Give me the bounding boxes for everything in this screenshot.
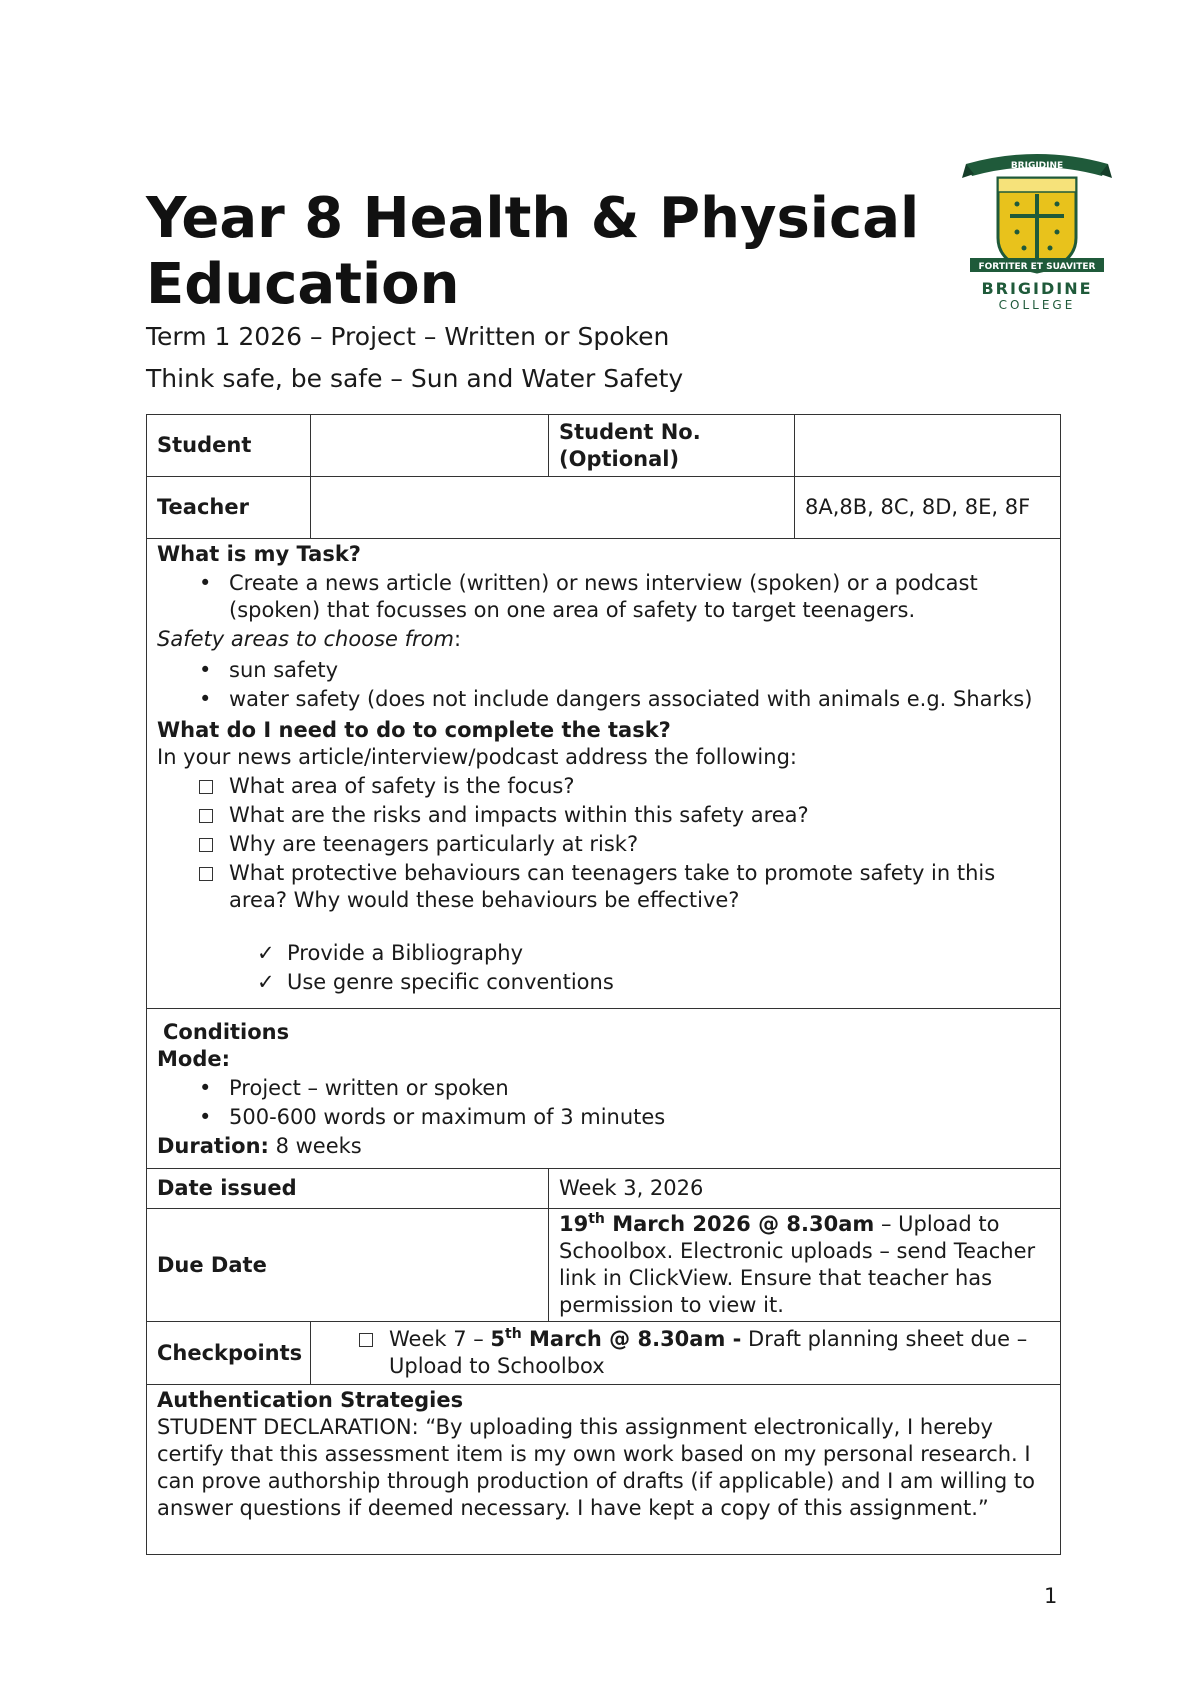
list-item — [257, 969, 1050, 996]
due-date-label: Due Date — [147, 1209, 549, 1322]
student-declaration: STUDENT DECLARATION: “By uploading this assignment electronically, I hereby certify that this assessment item is my own work based on my personal research. I can prove authorship through production of drafts (if applicable) and I am willing to answer questions if deemed necessary. I have kept a copy of this assignment.” — [157, 1415, 1035, 1520]
duration-value: 8 weeks — [268, 1134, 362, 1158]
logo-motto: FORTITER ET SUAVITER — [978, 262, 1096, 272]
checkpoint-day: 5 — [490, 1327, 506, 1351]
duration-label: Duration: — [157, 1134, 269, 1158]
student-no-label: Student No. (Optional) — [549, 415, 795, 477]
checkpoints-row — [147, 1322, 1061, 1385]
duration-line — [157, 1133, 1050, 1160]
due-date-time: March 2026 @ 8.30am — [604, 1212, 875, 1236]
list-item — [199, 831, 1050, 858]
question-text: What are the risks and impacts within this safety area? — [229, 803, 809, 827]
term-subtitle: Term 1 2026 – Project – Written or Spoken — [146, 322, 670, 351]
document-title: Year 8 Health & Physical Education — [146, 186, 920, 317]
task-heading: What is my Task? — [157, 542, 361, 566]
list-item — [199, 657, 1050, 684]
authentication-row — [147, 1385, 1061, 1555]
logo-banner-text: BRIGIDINE — [1010, 161, 1064, 171]
complete-heading: What do I need to do to complete the task? — [157, 718, 671, 742]
task-cell — [147, 539, 1061, 1009]
logo-name-line2: COLLEGE — [998, 298, 1076, 312]
logo-name-line1: BRIGIDINE — [981, 279, 1093, 298]
student-label: Student — [147, 415, 311, 477]
teacher-row — [147, 477, 1061, 539]
bullet-icon: • — [199, 571, 212, 595]
requirement-text: Use genre specific conventions — [287, 970, 614, 994]
checkbox-icon — [199, 867, 213, 881]
bullet-icon: • — [199, 1076, 212, 1100]
bullet-icon: • — [199, 658, 212, 682]
checkmark-icon: ✓ — [257, 941, 275, 965]
list-item — [199, 860, 1050, 914]
mode-text: 500-600 words or maximum of 3 minutes — [229, 1105, 666, 1129]
authentication-heading: Authentication Strategies — [157, 1388, 464, 1412]
list-item — [199, 686, 1050, 713]
student-no-field[interactable] — [795, 415, 1061, 477]
task-list — [157, 570, 1050, 624]
safety-area-water: water safety (does not include dangers associated with animals e.g. Sharks) — [229, 687, 1033, 711]
due-day-suffix: th — [588, 1211, 605, 1227]
due-day: 19 — [559, 1212, 589, 1236]
list-item — [199, 802, 1050, 829]
checkpoint-day-suffix: th — [505, 1326, 522, 1342]
checkpoint-text: Draft planning sheet due – Upload to Schoolbox — [389, 1327, 1028, 1378]
questions-list — [157, 773, 1050, 914]
list-item — [199, 1075, 1050, 1102]
date-issued-label: Date issued — [147, 1169, 549, 1209]
requirements-list — [157, 940, 1050, 996]
teacher-field[interactable] — [311, 477, 795, 539]
due-date-row — [147, 1209, 1061, 1322]
question-text: What area of safety is the focus? — [229, 774, 575, 798]
page-number: 1 — [1044, 1584, 1058, 1608]
checkpoint-list — [321, 1326, 1050, 1380]
task-description: Create a news article (written) or news interview (spoken) or a podcast (spoken) that focusses on one area of safety to target teenagers. — [229, 571, 978, 622]
mode-list — [157, 1075, 1050, 1131]
teacher-label: Teacher — [147, 477, 311, 539]
areas-label: Safety areas to choose from — [157, 627, 454, 651]
complete-intro: In your news article/interview/podcast address the following: — [157, 745, 797, 769]
task-row — [147, 539, 1061, 1009]
conditions-heading: Conditions — [163, 1020, 290, 1044]
authentication-cell — [147, 1385, 1061, 1555]
checkbox-icon — [199, 809, 213, 823]
topic-subtitle: Think safe, be safe – Sun and Water Safety — [146, 364, 684, 393]
mode-label: Mode: — [157, 1047, 230, 1071]
college-logo — [962, 146, 1112, 316]
areas-colon: : — [453, 627, 462, 651]
question-text: Why are teenagers particularly at risk? — [229, 832, 639, 856]
list-item — [199, 773, 1050, 800]
question-text: What protective behaviours can teenagers take to promote safety in this area? Why would these behaviours be effective? — [229, 861, 996, 912]
due-instructions: – Upload to Schoolbox. Electronic uploads – send Teacher link in ClickView. Ensure that teacher has permission to view it. — [559, 1212, 1036, 1317]
checkbox-icon — [359, 1333, 373, 1347]
safety-areas-list — [157, 657, 1050, 713]
student-name-field[interactable] — [311, 415, 549, 477]
bullet-icon: • — [199, 1105, 212, 1129]
list-item — [199, 570, 1050, 624]
checkpoint-prefix: Week 7 – — [389, 1327, 491, 1351]
conditions-cell — [147, 1009, 1061, 1169]
mode-text: Project – written or spoken — [229, 1076, 509, 1100]
checkbox-icon — [199, 838, 213, 852]
due-date-value — [549, 1209, 1061, 1322]
safety-area-sun: sun safety — [229, 658, 339, 682]
class-list: 8A,8B, 8C, 8D, 8E, 8F — [795, 477, 1061, 539]
list-item — [199, 1104, 1050, 1131]
date-issued-row — [147, 1169, 1061, 1209]
assessment-table — [146, 414, 1061, 1555]
student-row — [147, 415, 1061, 477]
requirement-text: Provide a Bibliography — [287, 941, 524, 965]
list-item — [359, 1326, 1050, 1380]
checkpoints-label: Checkpoints — [147, 1322, 311, 1385]
checkpoint-time: March @ 8.30am - — [521, 1327, 742, 1351]
list-item — [257, 940, 1050, 967]
checkmark-icon: ✓ — [257, 970, 275, 994]
checkbox-icon — [199, 780, 213, 794]
date-issued-value: Week 3, 2026 — [549, 1169, 1061, 1209]
areas-intro — [157, 626, 1050, 653]
bullet-icon: • — [199, 687, 212, 711]
conditions-row — [147, 1009, 1061, 1169]
checkpoints-cell — [311, 1322, 1061, 1385]
